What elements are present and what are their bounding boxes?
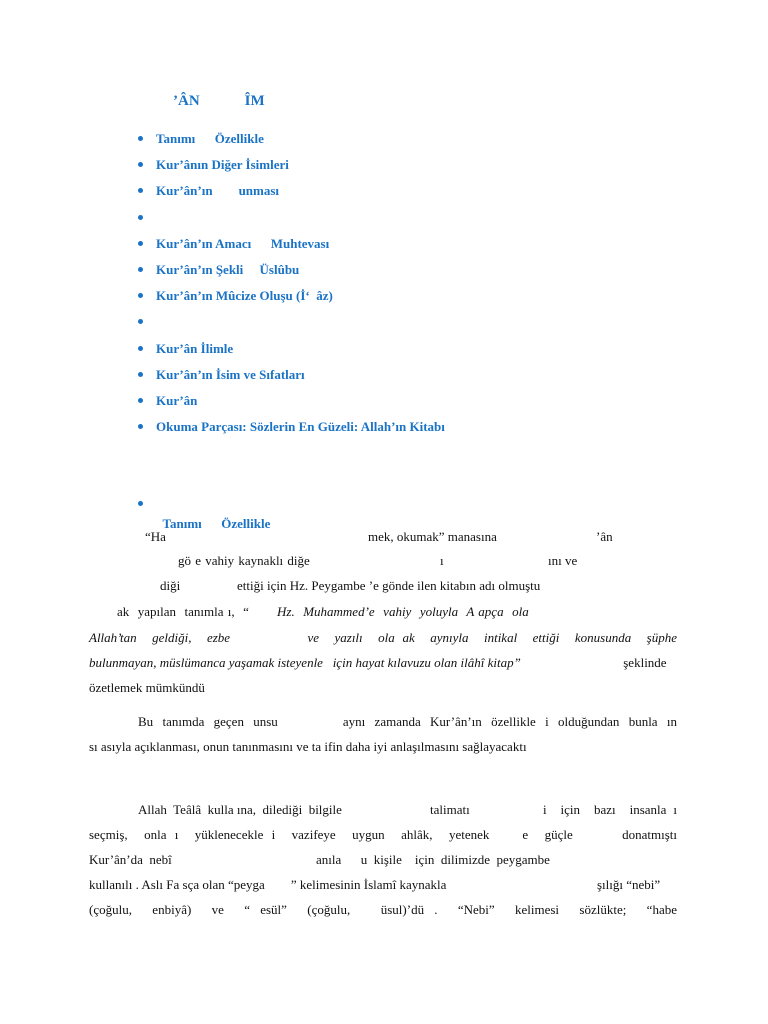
toc-item[interactable] — [138, 260, 445, 286]
bullet-icon — [138, 346, 143, 351]
bullet-icon — [138, 267, 143, 272]
paragraph-text: (çoğulu, enbiyâ) ve “ esül” (çoğulu, üsul)’dü . “Nebi” kelimesi sözlükte; “habe — [89, 902, 677, 917]
paragraph-text: diği — [160, 578, 181, 593]
paragraph-text: ettiği için Hz. Peygambe ’e gönde ilen kitabın adı olmuştu — [237, 578, 541, 593]
paragraph-text: ı — [440, 553, 444, 568]
paragraph-text: anıla u kişile için dilimizde peygambe — [316, 852, 550, 867]
toc-label[interactable]: Okuma Parçası: Sözlerin En Güzeli: Allah’ın Kitabı — [156, 419, 445, 435]
table-of-contents — [138, 129, 445, 443]
bullet-icon — [138, 424, 143, 429]
paragraph-text: seçmiş, onla ı yüklenecekle i vazifeye uygun ahlâk, yetenek e güçle donatmıştı — [89, 827, 677, 842]
toc-item[interactable] — [138, 286, 445, 312]
toc-label[interactable]: Kur’ân’ın unması — [156, 183, 280, 199]
toc-item[interactable] — [138, 312, 445, 338]
toc-item[interactable] — [138, 365, 445, 391]
toc-item[interactable] — [138, 417, 445, 443]
bullet-icon — [138, 398, 143, 403]
toc-label[interactable]: Tanımı Özellikle — [156, 131, 264, 146]
toc-label[interactable]: Kur’ân’ın Şekli Üslûbu — [156, 261, 300, 277]
toc-label[interactable]: Kur’ânın Diğer İsimleri — [156, 157, 289, 173]
bullet-icon — [138, 319, 143, 324]
toc-label[interactable]: Kur’ân’ın Mûcize Oluşu (İ‘ âz) — [156, 288, 333, 304]
toc-label[interactable]: Kur’ân İlimle — [156, 340, 234, 356]
bullet-icon — [138, 188, 143, 193]
paragraph-text: Allah Teâlâ kulla ına, dilediği bilgile — [138, 802, 342, 817]
toc-label[interactable]: Kur’ân’ın İsim ve Sıfatları — [156, 366, 305, 382]
toc-item[interactable] — [138, 339, 445, 365]
toc-item[interactable] — [138, 208, 445, 234]
paragraph-text: kullanılı . Aslı Fa sça olan “peyga ” kelimesinin İslamî kaynakla — [89, 877, 447, 892]
toc-label[interactable]: Kur’ân — [156, 392, 198, 408]
bullet-icon — [138, 501, 143, 506]
paragraph-text: sı asıyla açıklanması, onun tanınmasını ve ta ifin daha iyi anlaşılmasını sağlayacaktı — [89, 739, 527, 754]
paragraph-text: özetlemek mümkündü — [89, 680, 205, 695]
paragraph-text: şılığı “nebi” — [597, 877, 661, 892]
toc-item[interactable] — [138, 155, 445, 181]
bullet-icon — [138, 136, 143, 141]
paragraph-text: ’ân — [596, 529, 613, 544]
bullet-icon — [138, 372, 143, 377]
toc-label[interactable]: Kur’ân’ın Amacı Muhtevası — [156, 235, 330, 251]
paragraph-text: bulunmayan, müslümanca yaşamak isteyenle için hayat kılavuzu olan ilâhî kitap” — [89, 655, 521, 670]
toc-item[interactable] — [138, 181, 445, 207]
paragraph-text: i için bazı insanla ı — [543, 802, 677, 817]
toc-item[interactable] — [138, 234, 445, 260]
page-title: ’ÂN ÎM — [173, 93, 265, 109]
toc-item[interactable] — [138, 129, 445, 155]
paragraph-text: Kur’ân’da nebî — [89, 852, 172, 867]
paragraph-text: mek, okumak” manasına — [368, 529, 497, 544]
paragraph-text: ak yapılan tanımla ı, “ — [117, 604, 249, 619]
toc-item[interactable] — [138, 391, 445, 417]
paragraph-text: gö e vahiy kaynaklı diğe — [178, 553, 310, 568]
paragraph-text: “Ha — [145, 529, 166, 544]
paragraph-text: talimatı — [430, 802, 470, 817]
paragraph-text: Bu tanımda geçen unsu aynı zamanda Kur’ân’ın özellikle i olduğundan bunla ın — [138, 714, 677, 729]
paragraph-text: Allah’tan geldiği, ezbe ve yazılı ola ak aynıyla intikal ettiği konusunda şüphe — [89, 630, 677, 645]
bullet-icon — [138, 162, 143, 167]
section-heading-label: Tanımı Özellikle — [162, 516, 271, 531]
paragraph-text: Hz. Muhammed’e vahiy yoluyla A apça ola — [277, 604, 529, 619]
paragraph-text: şeklinde — [620, 655, 667, 670]
bullet-icon — [138, 241, 143, 246]
bullet-icon — [138, 293, 143, 298]
paragraph-text: ını ve — [548, 553, 578, 568]
bullet-icon — [138, 215, 143, 220]
